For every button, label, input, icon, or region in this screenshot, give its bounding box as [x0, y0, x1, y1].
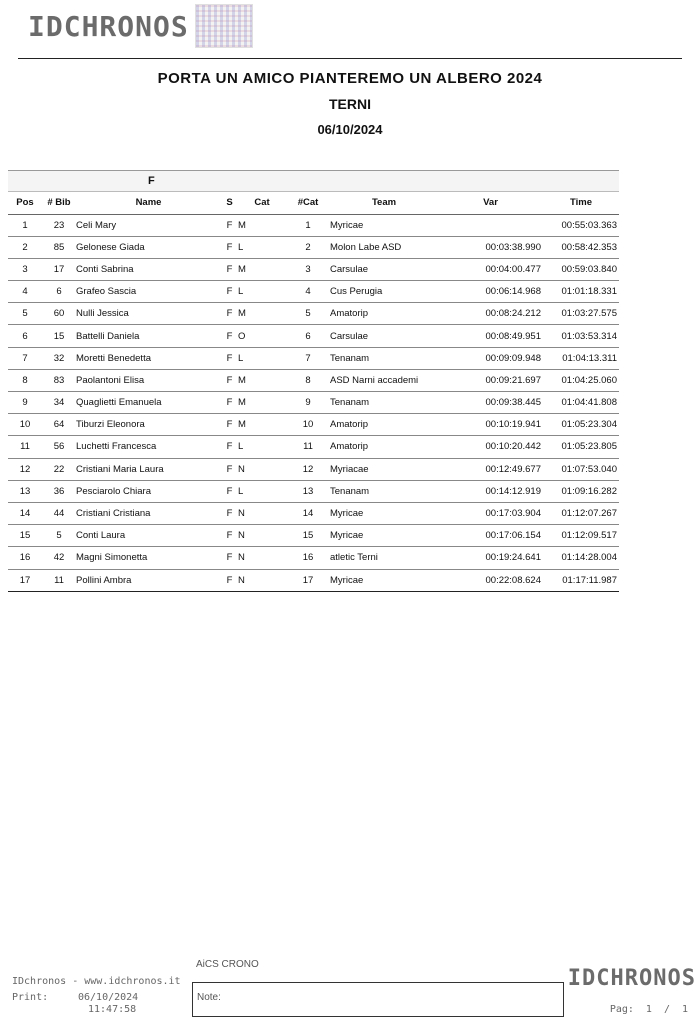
cell-cat: N [238, 502, 286, 524]
cell-catpos: 2 [286, 236, 330, 258]
cell-time: 01:17:11.987 [543, 569, 619, 591]
cell-bib: 60 [42, 303, 76, 325]
cell-catpos: 7 [286, 347, 330, 369]
cell-name: Luchetti Francesca [76, 436, 221, 458]
cell-var [438, 214, 543, 236]
cell-var: 00:17:03.904 [438, 502, 543, 524]
cell-var: 00:22:08.624 [438, 569, 543, 591]
cell-name: Conti Sabrina [76, 258, 221, 280]
cell-team: ASD Narni accademi [330, 369, 438, 391]
cell-catpos: 16 [286, 547, 330, 569]
table-row [8, 258, 619, 280]
cell-sex: F [221, 258, 238, 280]
table-row [8, 325, 619, 347]
cell-bib: 36 [42, 480, 76, 502]
event-city: TERNI [329, 96, 371, 112]
cell-team: Myriacae [330, 458, 438, 480]
cell-var: 00:10:19.941 [438, 414, 543, 436]
cell-sex: F [221, 458, 238, 480]
col-catpos-header: #Cat [286, 192, 330, 214]
cell-catpos: 5 [286, 303, 330, 325]
table-row [8, 502, 619, 524]
cell-team: Amatorip [330, 414, 438, 436]
cell-sex: F [221, 347, 238, 369]
table-row [8, 281, 619, 303]
col-name-header: Name [76, 192, 221, 214]
cell-time: 01:03:27.575 [543, 303, 619, 325]
idchronos-logo [28, 4, 253, 48]
cell-team: Amatorip [330, 436, 438, 458]
cell-sex: F [221, 436, 238, 458]
cell-name: Conti Laura [76, 525, 221, 547]
cell-cat: M [238, 392, 286, 414]
cell-team: Myricae [330, 525, 438, 547]
cell-bib: 85 [42, 236, 76, 258]
cell-name: Cristiani Maria Laura [76, 458, 221, 480]
cell-cat: M [238, 369, 286, 391]
cell-catpos: 6 [286, 325, 330, 347]
table-header-row [8, 192, 619, 214]
results-body [8, 214, 619, 591]
cell-var: 00:04:00.477 [438, 258, 543, 280]
cell-cat: M [238, 414, 286, 436]
cell-bib: 15 [42, 325, 76, 347]
cell-bib: 44 [42, 502, 76, 524]
col-sex-header: S [221, 192, 238, 214]
cell-pos: 4 [8, 281, 42, 303]
cell-pos: 1 [8, 214, 42, 236]
cell-sex: F [221, 414, 238, 436]
cell-time: 01:01:18.331 [543, 281, 619, 303]
cell-sex: F [221, 547, 238, 569]
cell-catpos: 9 [286, 392, 330, 414]
cell-sex: F [221, 502, 238, 524]
cell-cat: N [238, 569, 286, 591]
logo-wordmark: IDCHRONOS [28, 9, 189, 43]
cell-pos: 6 [8, 325, 42, 347]
cell-team: Carsulae [330, 325, 438, 347]
cell-var: 00:06:14.968 [438, 281, 543, 303]
table-row [8, 303, 619, 325]
cell-bib: 17 [42, 258, 76, 280]
cell-catpos: 3 [286, 258, 330, 280]
cell-time: 00:58:42.353 [543, 236, 619, 258]
cell-pos: 9 [8, 392, 42, 414]
col-bib-header: # Bib [42, 192, 76, 214]
cell-team: atletic Terni [330, 547, 438, 569]
table-row [8, 569, 619, 591]
cell-var: 00:10:20.442 [438, 436, 543, 458]
print-label: Print: [12, 992, 49, 1003]
footer-site: IDchronos - www.idchronos.it [12, 976, 181, 987]
cell-sex: F [221, 480, 238, 502]
cell-cat: N [238, 458, 286, 480]
cell-pos: 17 [8, 569, 42, 591]
cell-time: 01:04:13.311 [543, 347, 619, 369]
cell-name: Gelonese Giada [76, 236, 221, 258]
cell-team: Molon Labe ASD [330, 236, 438, 258]
cell-pos: 2 [8, 236, 42, 258]
cell-var: 00:19:24.641 [438, 547, 543, 569]
cell-name: Paolantoni Elisa [76, 369, 221, 391]
table-row [8, 436, 619, 458]
cell-name: Battelli Daniela [76, 325, 221, 347]
cell-name: Grafeo Sascia [76, 281, 221, 303]
cell-catpos: 17 [286, 569, 330, 591]
cell-cat: O [238, 325, 286, 347]
cell-team: Myricae [330, 569, 438, 591]
cell-catpos: 8 [286, 369, 330, 391]
table-row [8, 458, 619, 480]
footer-logo-wordmark: IDCHRONOS [567, 966, 696, 991]
cell-name: Cristiani Cristiana [76, 502, 221, 524]
cell-bib: 34 [42, 392, 76, 414]
cell-bib: 5 [42, 525, 76, 547]
cell-sex: F [221, 303, 238, 325]
cell-team: Tenanam [330, 392, 438, 414]
col-time-header: Time [543, 192, 619, 214]
cell-var: 00:17:06.154 [438, 525, 543, 547]
cell-team: Tenanam [330, 347, 438, 369]
cell-pos: 10 [8, 414, 42, 436]
cell-bib: 11 [42, 569, 76, 591]
cell-pos: 11 [8, 436, 42, 458]
cell-cat: L [238, 281, 286, 303]
table-row [8, 214, 619, 236]
cell-sex: F [221, 569, 238, 591]
cell-sex: F [221, 369, 238, 391]
results-table-section [8, 170, 619, 592]
cell-time: 01:04:41.808 [543, 392, 619, 414]
group-label: F [148, 175, 155, 187]
cell-cat: M [238, 258, 286, 280]
header-divider [18, 58, 682, 59]
cell-sex: F [221, 281, 238, 303]
cell-bib: 56 [42, 436, 76, 458]
cell-var: 00:14:12.919 [438, 480, 543, 502]
cell-time: 01:07:53.040 [543, 458, 619, 480]
col-pos-header: Pos [8, 192, 42, 214]
cell-name: Celi Mary [76, 214, 221, 236]
results-table [8, 192, 619, 592]
col-team-header: Team [330, 192, 438, 214]
cell-name: Pesciarolo Chiara [76, 480, 221, 502]
cell-bib: 32 [42, 347, 76, 369]
print-date: 06/10/2024 [78, 992, 139, 1003]
cell-time: 01:05:23.304 [543, 414, 619, 436]
cell-cat: L [238, 236, 286, 258]
cell-time: 01:03:53.314 [543, 325, 619, 347]
cell-var: 00:09:21.697 [438, 369, 543, 391]
table-row [8, 525, 619, 547]
cell-cat: N [238, 547, 286, 569]
cell-name: Pollini Ambra [76, 569, 221, 591]
table-row [8, 236, 619, 258]
cell-pos: 15 [8, 525, 42, 547]
cell-time: 00:55:03.363 [543, 214, 619, 236]
cell-cat: M [238, 214, 286, 236]
cell-bib: 83 [42, 369, 76, 391]
table-row [8, 347, 619, 369]
cell-pos: 7 [8, 347, 42, 369]
note-label: Note: [197, 992, 221, 1003]
cell-var: 00:12:49.677 [438, 458, 543, 480]
cell-pos: 5 [8, 303, 42, 325]
cell-sex: F [221, 325, 238, 347]
col-cat-header: Cat [238, 192, 286, 214]
cell-cat: L [238, 436, 286, 458]
cell-catpos: 1 [286, 214, 330, 236]
cell-time: 01:04:25.060 [543, 369, 619, 391]
cell-time: 00:59:03.840 [543, 258, 619, 280]
cell-team: Cus Perugia [330, 281, 438, 303]
cell-catpos: 10 [286, 414, 330, 436]
cell-name: Moretti Benedetta [76, 347, 221, 369]
cell-team: Myricae [330, 502, 438, 524]
cell-pos: 16 [8, 547, 42, 569]
table-row [8, 414, 619, 436]
cell-cat: L [238, 347, 286, 369]
cell-catpos: 13 [286, 480, 330, 502]
cell-cat: M [238, 303, 286, 325]
cell-cat: L [238, 480, 286, 502]
logo-graphic-icon [195, 4, 253, 48]
table-row [8, 547, 619, 569]
cell-name: Tiburzi Eleonora [76, 414, 221, 436]
cell-var: 00:09:38.445 [438, 392, 543, 414]
cell-pos: 12 [8, 458, 42, 480]
cell-sex: F [221, 392, 238, 414]
cell-time: 01:12:07.267 [543, 502, 619, 524]
cell-bib: 64 [42, 414, 76, 436]
cell-var: 00:03:38.990 [438, 236, 543, 258]
cell-cat: N [238, 525, 286, 547]
cell-sex: F [221, 214, 238, 236]
cell-sex: F [221, 236, 238, 258]
table-row [8, 392, 619, 414]
cell-time: 01:05:23.805 [543, 436, 619, 458]
cell-time: 01:09:16.282 [543, 480, 619, 502]
cell-sex: F [221, 525, 238, 547]
cell-time: 01:12:09.517 [543, 525, 619, 547]
group-header [8, 170, 619, 192]
cell-team: Amatorip [330, 303, 438, 325]
cell-pos: 8 [8, 369, 42, 391]
cell-catpos: 11 [286, 436, 330, 458]
idchronos-footer-logo [568, 966, 696, 991]
cell-var: 00:08:24.212 [438, 303, 543, 325]
cell-catpos: 12 [286, 458, 330, 480]
cell-bib: 22 [42, 458, 76, 480]
cell-var: 00:09:09.948 [438, 347, 543, 369]
cell-name: Magni Simonetta [76, 547, 221, 569]
cell-team: Carsulae [330, 258, 438, 280]
cell-pos: 3 [8, 258, 42, 280]
cell-var: 00:08:49.951 [438, 325, 543, 347]
event-title: PORTA UN AMICO PIANTEREMO UN ALBERO 2024 [157, 70, 543, 87]
cell-bib: 23 [42, 214, 76, 236]
cell-team: Tenanam [330, 480, 438, 502]
cell-catpos: 4 [286, 281, 330, 303]
page-total: 1 [681, 1004, 688, 1015]
cell-pos: 14 [8, 502, 42, 524]
cell-time: 01:14:28.004 [543, 547, 619, 569]
col-var-header: Var [438, 192, 543, 214]
event-date: 06/10/2024 [317, 122, 383, 137]
page-current: 1 [645, 1004, 652, 1015]
organizer-label: AiCS CRONO [196, 959, 259, 970]
cell-name: Quaglietti Emanuela [76, 392, 221, 414]
note-box [192, 982, 564, 1017]
cell-bib: 6 [42, 281, 76, 303]
cell-pos: 13 [8, 480, 42, 502]
table-row [8, 369, 619, 391]
page-label: Pag: [609, 1004, 634, 1015]
cell-catpos: 15 [286, 525, 330, 547]
page-separator: / [663, 1004, 670, 1015]
print-time: 11:47:58 [88, 1004, 137, 1015]
cell-name: Nulli Jessica [76, 303, 221, 325]
cell-team: Myricae [330, 214, 438, 236]
cell-bib: 42 [42, 547, 76, 569]
cell-catpos: 14 [286, 502, 330, 524]
table-row [8, 480, 619, 502]
page-indicator [610, 1004, 688, 1015]
